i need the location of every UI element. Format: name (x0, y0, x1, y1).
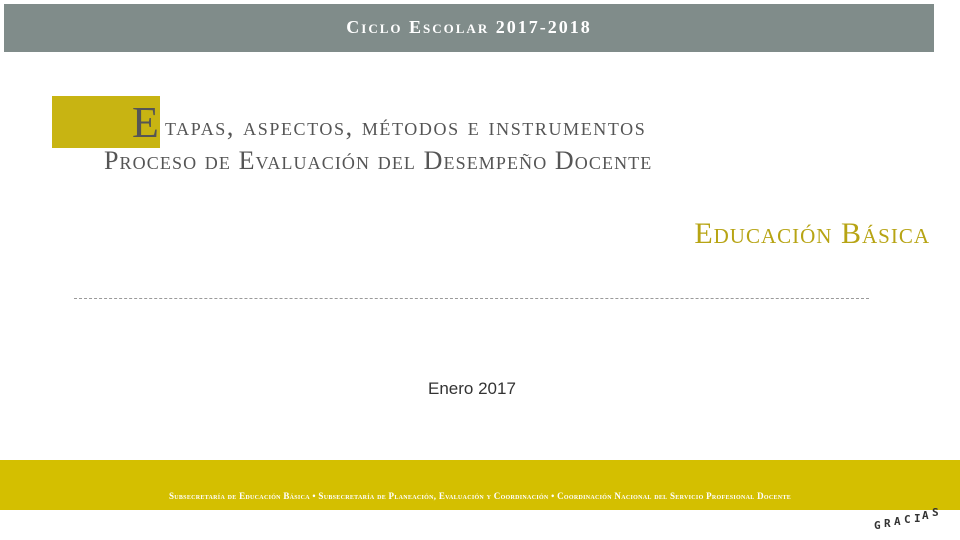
footer-bar (0, 460, 960, 510)
title-line-2: Proceso de Evaluación del Desempeño Docente (104, 146, 653, 175)
gracias-letter: G (874, 519, 881, 532)
header-title: Ciclo Escolar 2017-2018 (346, 17, 592, 37)
gracias-letter: A (894, 515, 901, 528)
gracias-letter: A (922, 509, 929, 522)
header-bar (4, 4, 934, 52)
gracias-letter: C (904, 513, 911, 526)
document-date: Enero 2017 (428, 379, 516, 398)
gracias-stamp (870, 506, 950, 540)
footer-text: Subsecretaría de Educación Básica • Subsecretaría de Planeación, Evaluación y Coordinación • Coordinación Nacional del Servicio Profesional Docente (168, 491, 792, 501)
title-initial-letter: E (132, 98, 160, 147)
gracias-letter: R (884, 517, 891, 530)
subtitle: Educación Básica (694, 217, 930, 250)
dashed-divider (74, 298, 869, 299)
gracias-letter: S (932, 506, 939, 519)
gracias-letter: I (914, 512, 921, 525)
title-line-1: tapas, aspectos, métodos e instrumentos (165, 112, 647, 141)
